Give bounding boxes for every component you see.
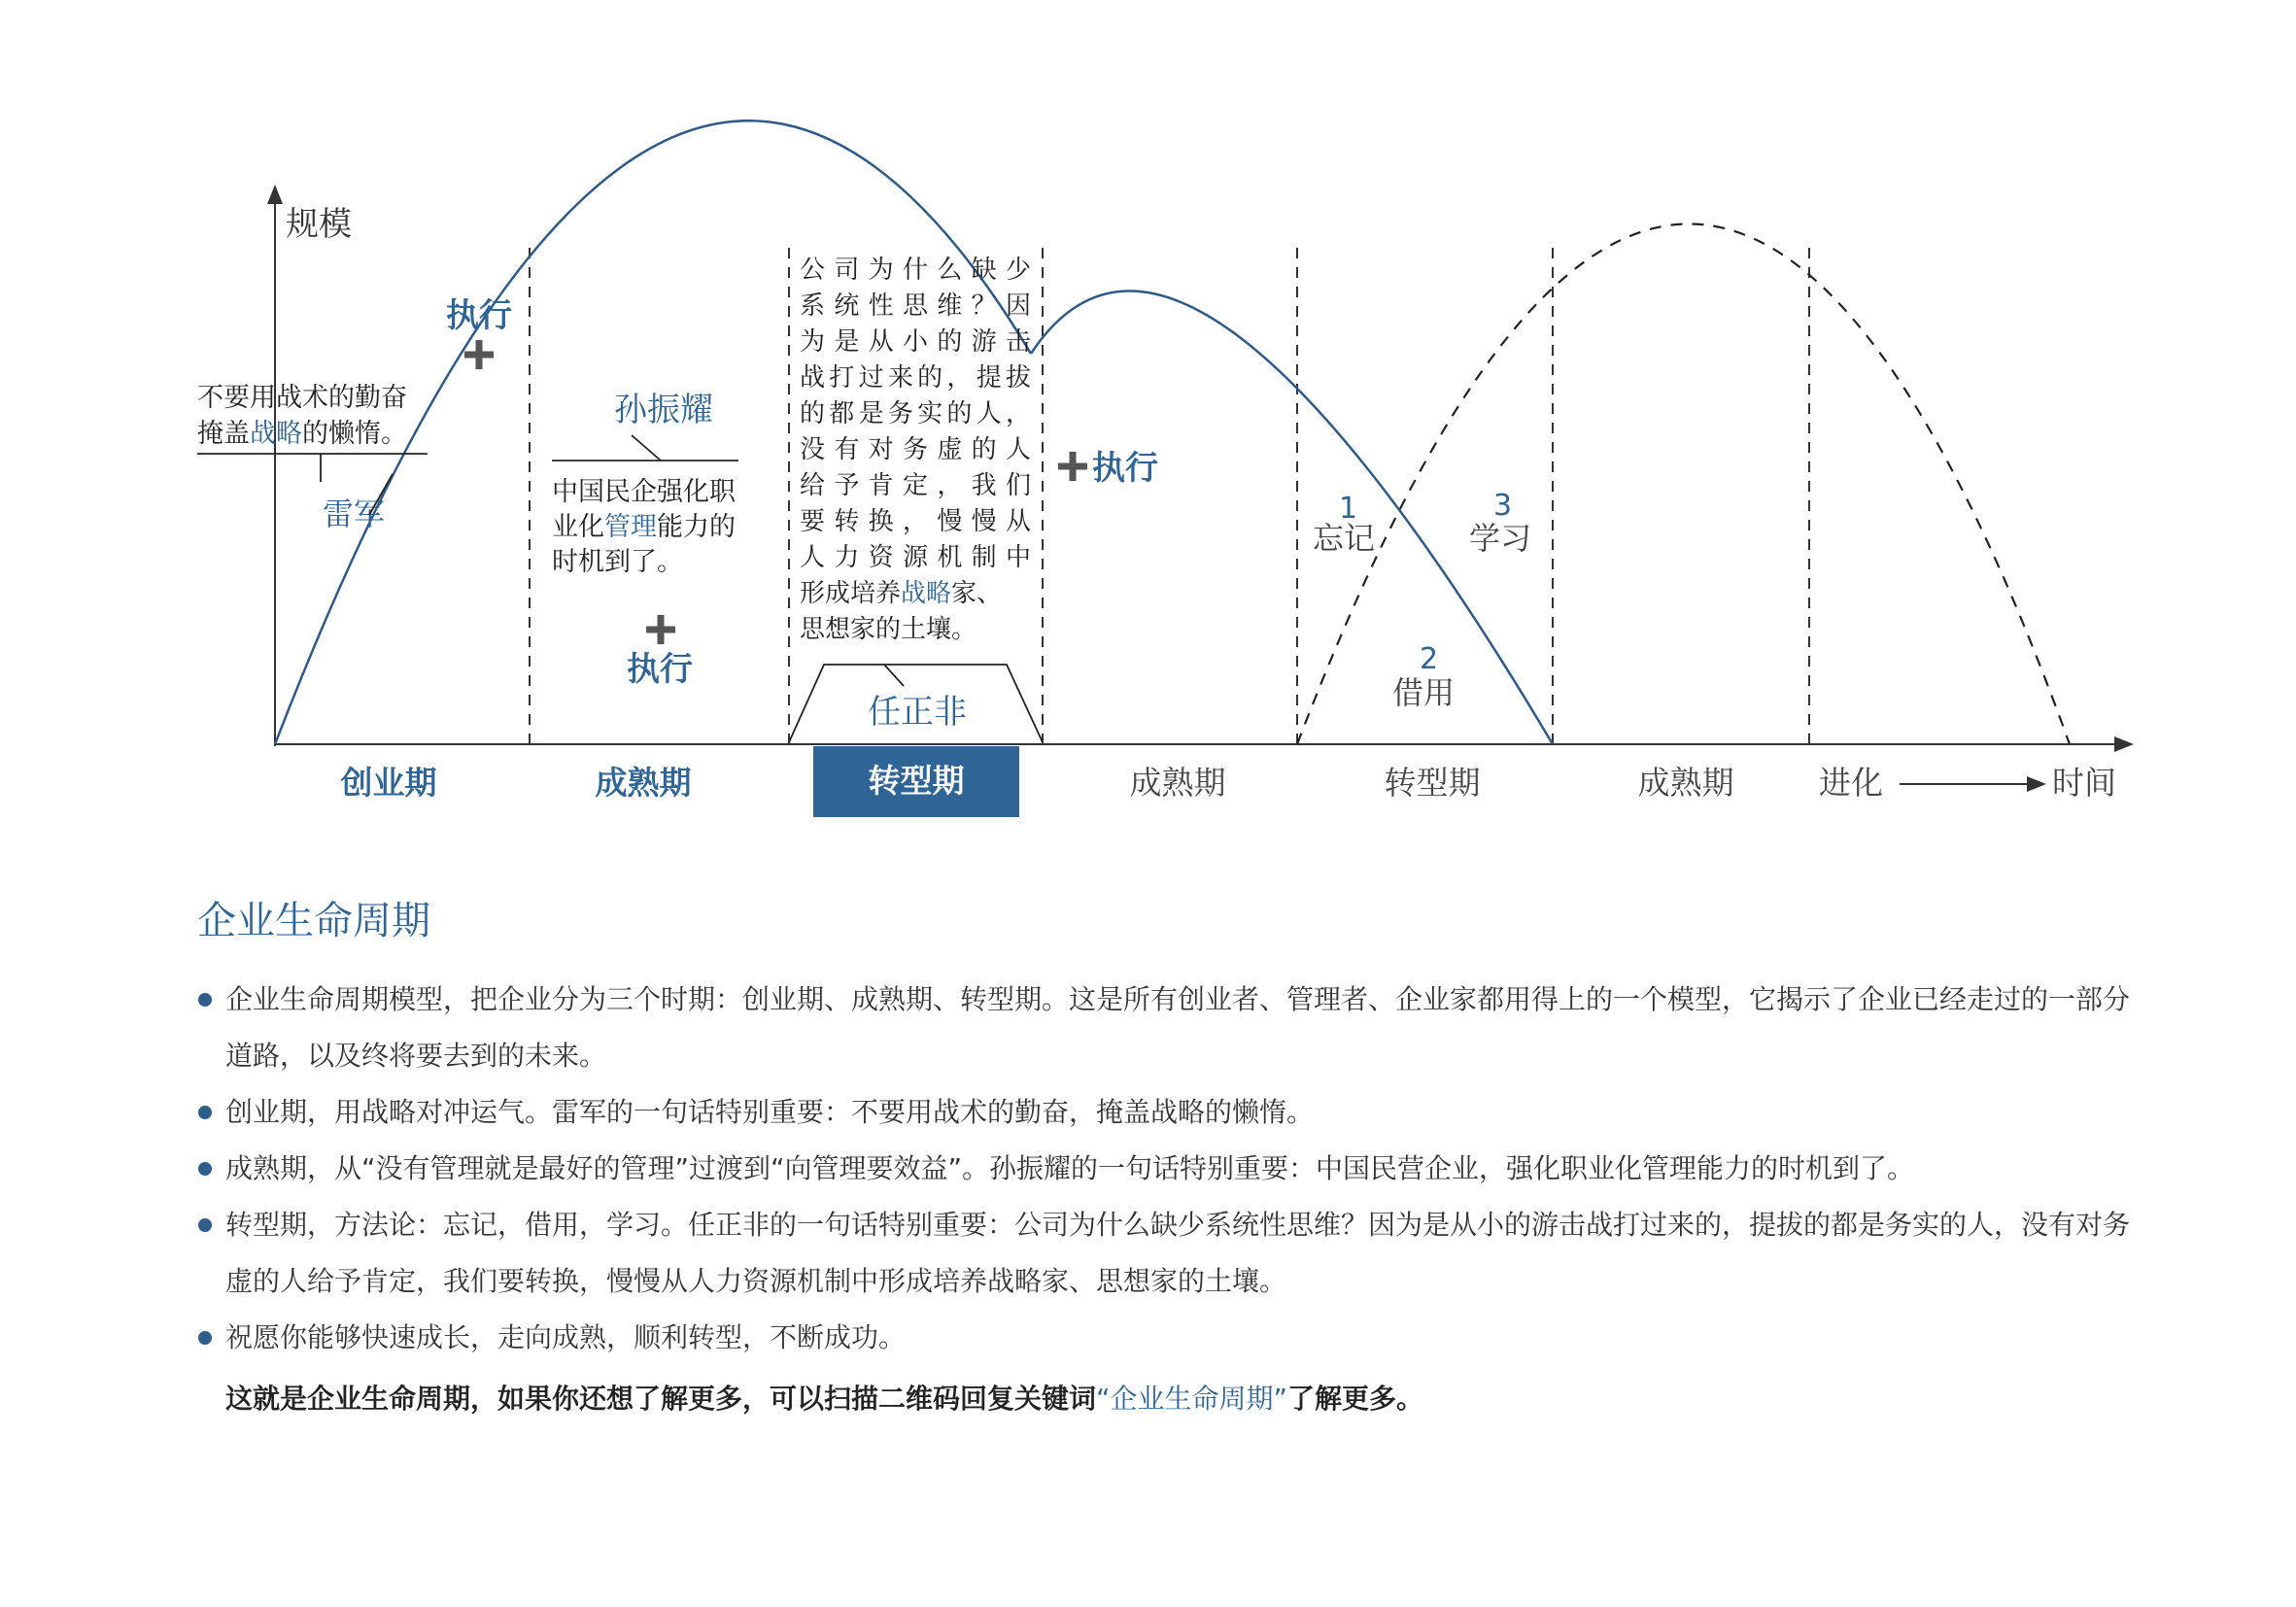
execute-mark-3 bbox=[1058, 449, 1158, 488]
svg-text:业化管理能力的: 业化管理能力的 bbox=[552, 512, 736, 542]
svg-text:中国民企强化职: 中国民企强化职 bbox=[552, 477, 736, 507]
section-title: 企业生命周期 bbox=[197, 899, 430, 943]
svg-text:掩盖战略的懒惰。: 掩盖战略的懒惰。 bbox=[197, 419, 407, 449]
svg-text:的都是务实的人，: 的都是务实的人， bbox=[800, 399, 1031, 428]
phase-label-mature-1: 成熟期 bbox=[595, 764, 692, 802]
phase-label-evolve: 进化 bbox=[1819, 764, 1883, 802]
svg-text:忘记: 忘记 bbox=[1313, 520, 1376, 557]
phase-label-startup: 创业期 bbox=[340, 764, 437, 802]
svg-text:战打过来的，提拔: 战打过来的，提拔 bbox=[800, 363, 1031, 393]
svg-text:要转换，慢慢从: 要转换，慢慢从 bbox=[800, 507, 1031, 536]
bullet-icon bbox=[198, 993, 212, 1007]
svg-text:系统性思维？因: 系统性思维？因 bbox=[800, 291, 1031, 321]
svg-text:不要用战术的勤奋: 不要用战术的勤奋 bbox=[197, 383, 407, 413]
method-learn bbox=[1469, 489, 1531, 557]
plus-icon bbox=[646, 615, 675, 644]
svg-text:3: 3 bbox=[1493, 489, 1513, 523]
phase-label-mature-2: 成熟期 bbox=[1129, 764, 1226, 802]
bullet-icon bbox=[198, 1218, 212, 1232]
y-axis-label: 规模 bbox=[286, 205, 352, 244]
bullet-item: 成熟期，从“没有管理就是最好的管理”过渡到“向管理要效益”。孙振耀的一句话特别重要：中国民营企业，强化职业化管理能力的时机到了。 bbox=[194, 1141, 2138, 1197]
phase-label-transform-1: 转型期 bbox=[868, 762, 965, 800]
bullet-icon bbox=[198, 1331, 212, 1345]
footer-keyword: “企业生命周期” bbox=[1096, 1383, 1288, 1415]
renzhengfei-quote bbox=[789, 256, 1043, 742]
bullet-list bbox=[194, 972, 2138, 1366]
svg-text:给予肯定，我们: 给予肯定，我们 bbox=[800, 471, 1031, 500]
svg-text:没有对务虚的人: 没有对务虚的人 bbox=[800, 435, 1031, 464]
sunzhenyao-name: 孙振耀 bbox=[614, 391, 713, 429]
bullet-icon bbox=[198, 1106, 212, 1119]
bullet-item: 企业生命周期模型，把企业分为三个时期：创业期、成熟期、转型期。这是所有创业者、管理者、企业家都用得上的一个模型，它揭示了企业已经走过的一部分道路，以及终将要去到的未来。 bbox=[194, 972, 2138, 1084]
bullet-item: 祝愿你能够快速成长，走向成熟，顺利转型，不断成功。 bbox=[194, 1310, 2138, 1366]
footer-line: 这就是企业生命周期，如果你还想了解更多，可以扫描二维码回复关键词“企业生命周期”了解更多。 bbox=[225, 1383, 1424, 1415]
sunzhenyao-quote bbox=[552, 391, 738, 577]
svg-text:公司为什么缺少: 公司为什么缺少 bbox=[800, 256, 1031, 285]
svg-text:思想家的土壤。: 思想家的土壤。 bbox=[800, 615, 977, 644]
phase-label-transform-2: 转型期 bbox=[1384, 764, 1481, 802]
bullet-icon bbox=[198, 1162, 212, 1176]
leijun-name: 雷军 bbox=[323, 496, 386, 532]
execute-mark-2 bbox=[627, 615, 693, 689]
plus-icon bbox=[464, 340, 494, 369]
svg-text:形成培养战略家、: 形成培养战略家、 bbox=[800, 579, 1003, 608]
phase-label-mature-3: 成熟期 bbox=[1637, 764, 1734, 802]
svg-text:执行: 执行 bbox=[446, 296, 512, 335]
leijun-quote bbox=[197, 383, 428, 532]
svg-text:时机到了。: 时机到了。 bbox=[552, 547, 683, 577]
svg-text:执行: 执行 bbox=[627, 650, 693, 689]
bullet-item: 创业期，用战略对冲运气。雷军的一句话特别重要：不要用战术的勤奋，掩盖战略的懒惰。 bbox=[194, 1084, 2138, 1141]
svg-text:借用: 借用 bbox=[1392, 674, 1456, 711]
x-axis-label: 时间 bbox=[2052, 764, 2116, 802]
third-lifecycle-curve bbox=[1297, 224, 2070, 745]
method-borrow bbox=[1392, 642, 1455, 711]
svg-text:1: 1 bbox=[1339, 492, 1358, 526]
svg-text:为是从小的游击: 为是从小的游击 bbox=[800, 327, 1031, 357]
plus-icon bbox=[1058, 452, 1087, 481]
second-lifecycle-curve bbox=[1031, 291, 1553, 744]
svg-text:执行: 执行 bbox=[1092, 449, 1158, 488]
svg-text:2: 2 bbox=[1420, 642, 1439, 676]
svg-text:人力资源机制中: 人力资源机制中 bbox=[800, 543, 1031, 572]
svg-text:学习: 学习 bbox=[1469, 520, 1532, 557]
execute-mark-1 bbox=[446, 296, 512, 369]
method-forget bbox=[1313, 492, 1375, 557]
bullet-item: 转型期，方法论：忘记，借用，学习。任正非的一句话特别重要：公司为什么缺少系统性思维？因为是从小的游击战打过来的，提拔的都是务实的人，没有对务虚的人给予肯定，我们要转换，慢慢从人力资源机制中形成培养战略家、思想家的土壤。 bbox=[194, 1197, 2138, 1310]
renzhengfei-name: 任正非 bbox=[868, 693, 967, 732]
